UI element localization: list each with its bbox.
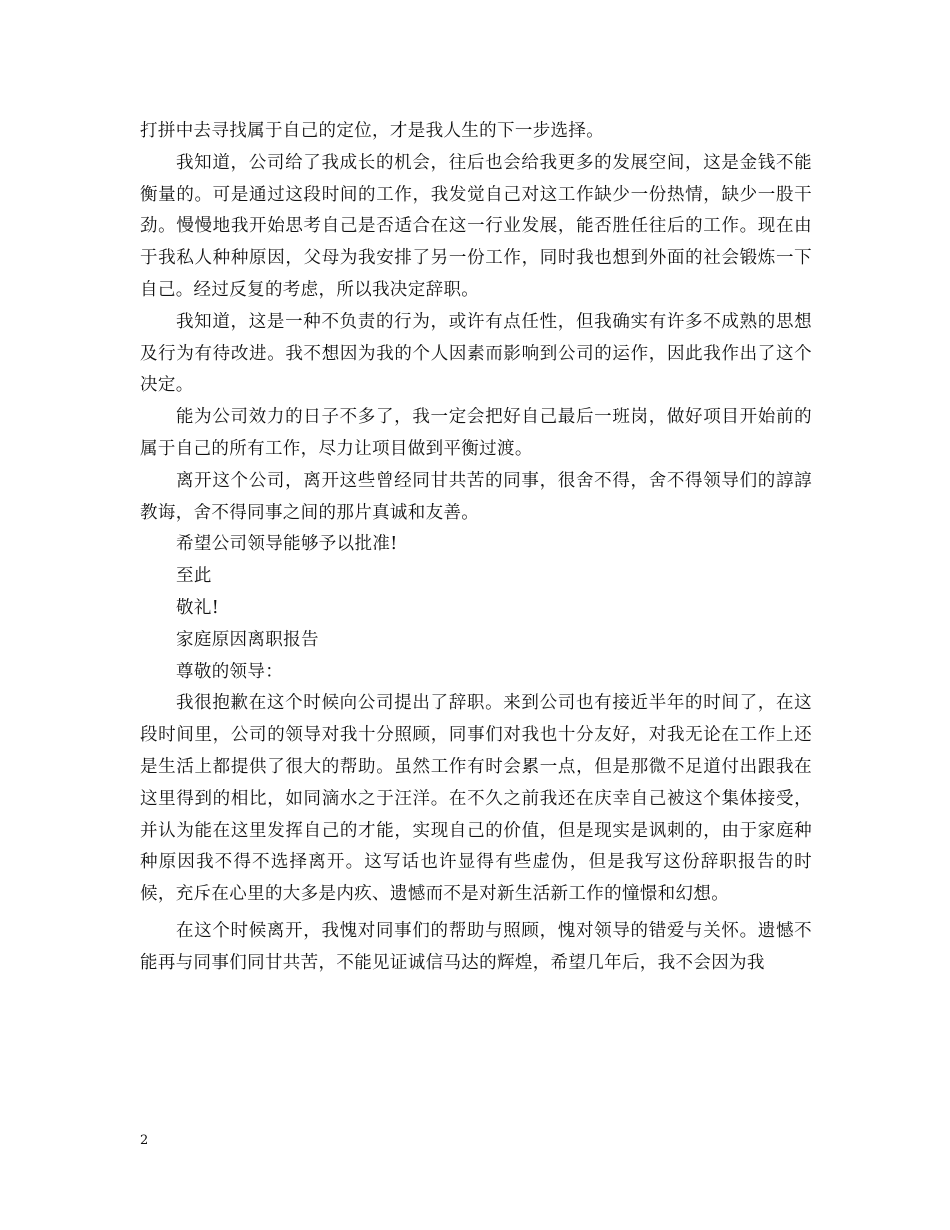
paragraph: 我知道，公司给了我成长的机会，往后也会给我更多的发展空间，这是金钱不能衡量的。可是通过这段时间的工作，我发觉自己对这工作缺少一份热情，缺少一股干劲。慢慢地我开始思考自己是否适合在这一行业发展，能否胜任往后的工作。现在由于我私人种种原因，父母为我安排了另一份工作，同时我也想到外面的社会锻炼一下自己。经过反复的考虑，所以我决定辞职。 — [140, 152, 812, 300]
paragraph: 能为公司效力的日子不多了，我一定会把好自己最后一班岗，做好项目开始前的属于自己的所有工作，尽力让项目做到平衡过渡。 — [140, 407, 812, 459]
closing-line: 至此 — [176, 566, 212, 587]
paragraph: 打拼中去寻找属于自己的定位，才是我人生的下一步选择。 — [140, 121, 605, 141]
paragraph: 我很抱歉在这个时候向公司提出了辞职。来到公司也有接近半年的时间了，在这段时间里，公司的领导对我十分照顾，同事们对我也十分友好，对我无论在工作上还是生活上都提供了很大的帮助。虽然工作有时会累一点，但是那微不足道付出跟我在这里得到的相比，如同滴水之于汪洋。在不久之前我还在庆幸自己被这个集体接受，并认为能在这里发挥自己的才能，实现自己的价值，但是现实是讽刺的，由于家庭种种原因我不得不选择离开。这写话也许显得有些虚伪，但是我写这份辞职报告的时候，充斥在心里的大多是内疚、遗憾而不是对新生活新工作的憧憬和幻想。 — [140, 693, 812, 905]
paragraph: 在这个时候离开，我愧对同事们的帮助与照顾，愧对领导的错爱与关怀。遗憾不能再与同事们同甘共苦，不能见证诚信马达的辉煌，希望几年后，我不会因为我 — [140, 920, 812, 973]
paragraph: 离开这个公司，离开这些曾经同甘共苦的同事，很舍不得，舍不得领导们的諄諄教诲，舍不得同事之间的那片真诚和友善。 — [140, 470, 812, 523]
closing-salutation: 敬礼! — [176, 597, 220, 618]
document-body — [140, 116, 812, 980]
page-number: 2 — [140, 1133, 149, 1148]
paragraph: 希望公司领导能够予以批准! — [176, 534, 398, 555]
paragraph: 我知道，这是一种不负责的行为，或许有点任性，但我确实有许多不成熟的思想及行为有待改进。我不想因为我的个人因素而影响到公司的运作，因此我作出了这个决定。 — [140, 311, 812, 396]
salutation: 尊敬的领导： — [176, 661, 284, 682]
section-title: 家庭原因离职报告 — [176, 629, 319, 650]
